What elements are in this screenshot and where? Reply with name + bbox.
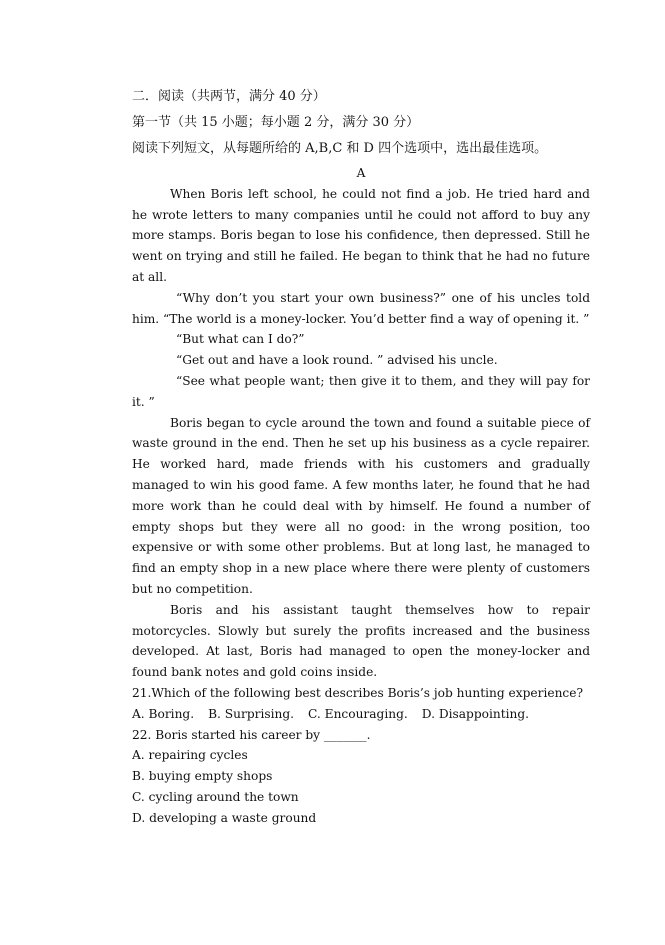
question-22-option-c: C. cycling around the town — [132, 789, 299, 804]
section-instruction: 阅读下列短文，从每题所给的 A,B,C 和 D 四个选项中，选出最佳选项。 — [132, 141, 548, 156]
passage-paragraph-6: Boris began to cycle around the town and found a suitable piece of waste ground in the end. Then he set up his business as a cycle repairer. He worked hard, made friends with his customers and gradually managed to win his good fame. A few months later, he found that he had more work than he could deal with by himself. He found a number of empty shops but they were all no good: in the wrong position, too expensive or with some other problems. But at long last, he managed to find an empty shop in a new place where there were plenty of customers but no competition. — [132, 415, 590, 596]
passage-paragraph-7: Boris and his assistant taught themselves how to repair motorcycles. Slowly but surely the profits increased and the business developed. At last, Boris had managed to open the money-locker and found bank notes and gold coins inside. — [132, 602, 590, 680]
question-21-options — [132, 704, 590, 725]
question-21-option-a: A. Boring. — [132, 706, 195, 721]
question-22-option-b: B. buying empty shops — [132, 769, 273, 784]
passage-paragraph-2: “Why don’t you start your own business?” one of his uncles told him. “The world is a money-locker. You’d better find a way of opening it. ” — [132, 290, 590, 326]
section-subtitle: 第一节（共 15 小题；每小题 2 分，满分 30 分） — [132, 115, 420, 130]
passage-paragraph-5: “See what people want; then give it to them, and they will pay for it. ” — [132, 373, 590, 409]
passage-label: A — [356, 166, 366, 180]
question-21-option-d: D. Disappointing. — [421, 706, 530, 721]
question-22: 22. Boris started his career by _______. — [132, 727, 371, 742]
question-21-option-b: B. Surprising. — [208, 706, 295, 721]
passage-paragraph-4: “Get out and have a look round. ” advised his uncle. — [176, 353, 498, 368]
question-22-options — [132, 745, 590, 828]
question-22-option-a: A. repairing cycles — [132, 748, 248, 763]
question-21: 21.Which of the following best describes Boris’s job hunting experience? — [132, 685, 583, 700]
passage-paragraph-3: “But what can I do?” — [176, 332, 305, 347]
question-22-option-d: D. developing a waste ground — [132, 810, 317, 825]
reading-section — [132, 84, 590, 829]
question-21-option-c: C. Encouraging. — [308, 706, 408, 721]
section-title: 二．阅读（共两节，满分 40 分） — [132, 89, 326, 104]
passage-paragraph-1: When Boris left school, he could not find a job. He tried hard and he wrote letters to many companies until he could not afford to buy any more stamps. Boris began to lose his confidence, then depressed. Still he went on trying and still he failed. He began to think that he had no future at all. — [132, 186, 590, 284]
